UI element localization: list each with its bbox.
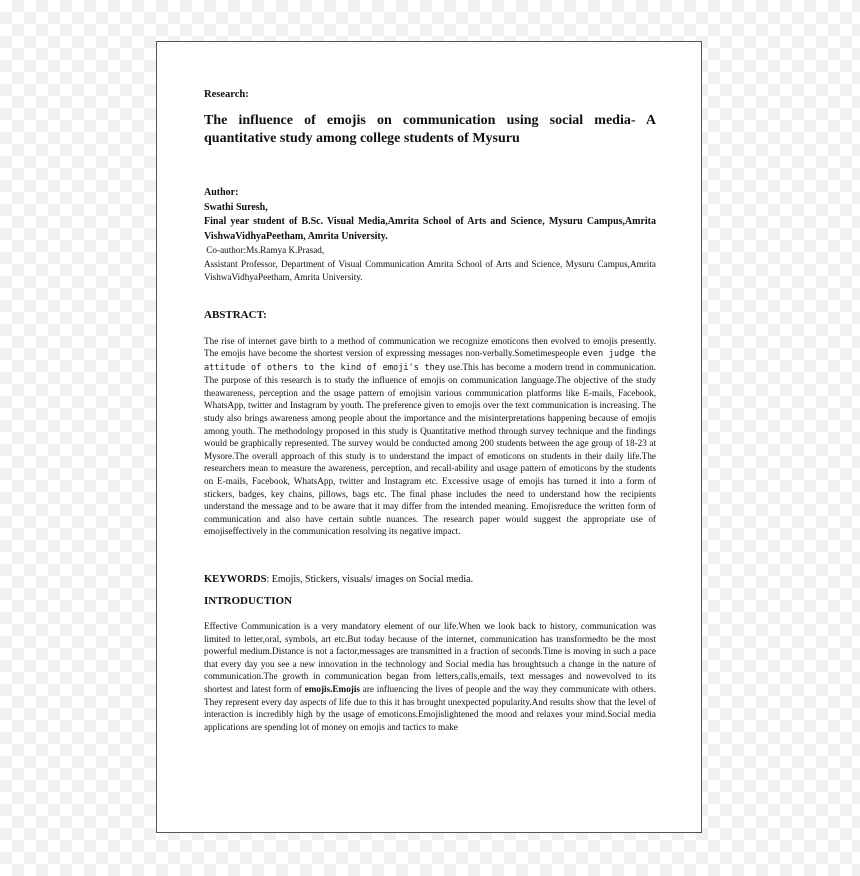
abstract-text-part1: The rise of internet gave birth to a method of communication we recognize emoticons then evolved to emojis presently. The emojis have become the shortest version of expressing messages non-verbally.Sometimespeople	[204, 335, 656, 359]
introduction-text-part2: are influencing the lives of people and the way they communicate with others. They represent every day aspects of life due to this it has brought unexpected popularity.And results show that the level of interaction is incredibly high by the usage of emoticons.Emojislightened the mood and relaxes your mind.Social media applications are spending lot of money on emojis and tactics to make	[204, 683, 657, 732]
research-label: Research:	[204, 89, 249, 100]
introduction-text	[204, 620, 656, 733]
author-label: Author:	[204, 187, 239, 198]
abstract-text-part2: use.This has become a modern trend in communication. The purpose of this research is to study the influence of emojis on communication language.The objective of the study theawareness, perception and the usage pattern of emojisin various communication platforms like E-mails, Facebook, WhatsApp, twitter and Instagram by youth. The preference given to emojis over the text communication is increasing. The study also brings awareness among people about the importance and the misinterpretations happening because of emojis among youth. The methodology proposed in this study is Quantitative method through survey technique and the findings would be graphically represented. The survey would be conducted among 200 students between the age group of 18-23 at Mysore.The overall approach of this study is to understand the impact of emoticons on students in their daily life.The researchers mean to measure the awareness, perception, and recall-ability and usage pattern of emoticons by the students on E-mails, Facebook, WhatsApp, twitter and Instagram etc. Excessive usage of emojis has turned it into a form of stickers, badges, key chains, pillows, bags etc. The final phase includes the need to understand how the recipients understand the message and to be aware that it may differ from the intended meaning. Emojisreduce the written form of communication and also have certain subtle nuances. The research paper would suggest the appropriate use of emojiseffectively in the communication resolving its negative impact.	[204, 361, 656, 537]
coauthor-affiliation: Assistant Professor, Department of Visual Communication Amrita School of Arts and Science, Mysuru Campus,Amrita VishwaVidhyaPeetham, Amrita University.	[204, 258, 656, 282]
keywords-label: KEYWORDS	[204, 574, 267, 585]
introduction-text-bold: emojis.Emojis	[304, 683, 360, 694]
abstract-text-mono: even judge the attitude of others to the kind of emoji's they	[204, 349, 657, 373]
keywords-text: : Emojis, Stickers, visuals/ images on Social media.	[266, 574, 474, 585]
paper-title: The influence of emojis on communication using social media- A quantitative study among college students of Mysuru	[204, 113, 656, 146]
author-block	[204, 186, 656, 285]
keywords-line	[204, 574, 656, 585]
introduction-heading: INTRODUCTION	[204, 595, 293, 607]
page-content	[204, 89, 656, 733]
coauthor-name: Co-author:Ms.Ramya K.Prasad,	[204, 245, 325, 255]
introduction-text-part1: Effective Communication is a very mandatory element of our life.When we look back to history, communication was limited to letter,oral, symbols, art etc.But today because of the internet, communication has transformedto be the most powerful medium.Distance is not a factor,messages are transmitted in a fraction of seconds.Time is moving in such a pace that every day you see a new innovation in the technology and Social media has broughtsuch a change in the nature of communication.The growth in communication began from letters,calls,emails, text messages and nowevolved to its shortest and latest form of	[204, 621, 656, 694]
author-affiliation: Final year student of B.Sc. Visual Media,Amrita School of Arts and Science, Mysuru Campus,Amrita VishwaVidhyaPeetham, Amrita University.	[204, 216, 656, 242]
author-name: Swathi Suresh,	[204, 201, 268, 213]
document-page	[156, 41, 702, 833]
abstract-text	[204, 335, 656, 539]
abstract-heading: ABSTRACT:	[204, 308, 267, 321]
